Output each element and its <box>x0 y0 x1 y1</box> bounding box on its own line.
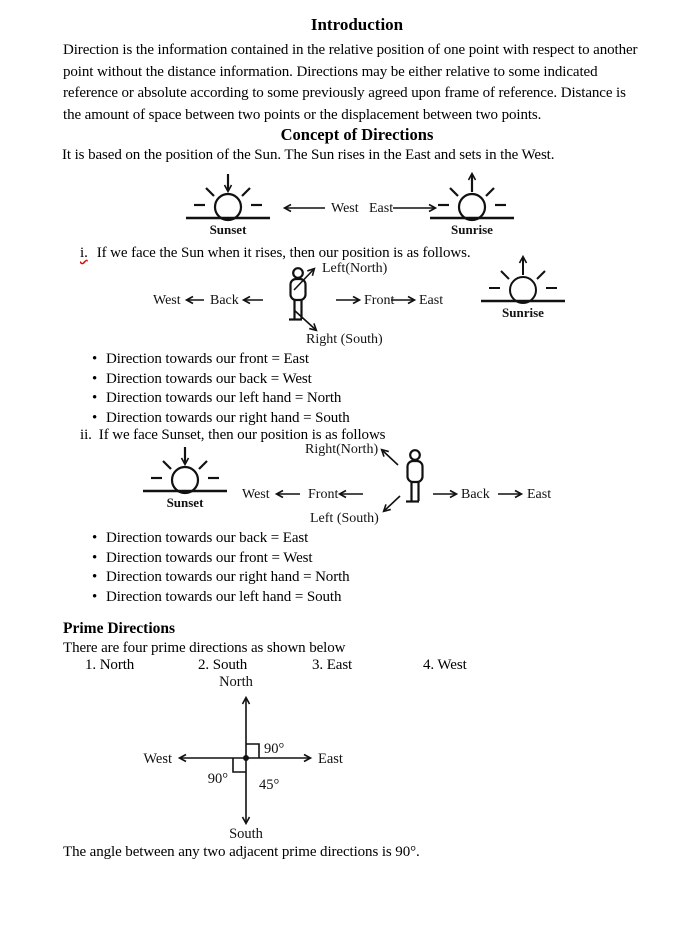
sun-direction-diagram <box>150 164 550 246</box>
case1-heading: If we face the Sun when it rises, then our position is as follows. <box>96 245 471 261</box>
west-label: West <box>242 487 270 502</box>
intro-line: reference or absolute according to some previously agreed upon frame of reference. Distance is <box>63 85 626 101</box>
sunrise-label: Sunrise <box>502 305 544 320</box>
prime-intro: There are four prime directions as shown below <box>63 640 346 656</box>
list-item: • Direction towards our right hand = North <box>92 568 350 588</box>
sunset-icon <box>143 447 227 493</box>
sunset-label: Sunset <box>166 495 204 510</box>
case1-bullet-list <box>92 350 350 429</box>
list-item: • Direction towards our back = West <box>92 370 350 390</box>
right-north-label: Right(North) <box>305 442 379 457</box>
case1-marker: i. <box>80 245 88 261</box>
compass-diagram <box>130 668 410 848</box>
list-item: • Direction towards our front = West <box>92 549 350 569</box>
angle-90-top-right: 90° <box>264 741 285 757</box>
right-north-arrow <box>382 450 398 465</box>
prime-heading: Prime Directions <box>63 620 176 637</box>
list-item: • Direction towards our right hand = South <box>92 409 350 429</box>
prime-item-south: 2. South <box>198 657 248 673</box>
compass-north-label: North <box>219 674 253 690</box>
angle-45: 45° <box>259 777 280 793</box>
concept-intro: It is based on the position of the Sun. The Sun rises in the East and sets in the West. <box>62 147 555 163</box>
compass-south-label: South <box>229 826 263 842</box>
intro-line: point without the distance information. Directions may be either relative to some indicated <box>63 63 598 80</box>
east-label: East <box>527 487 552 502</box>
list-item: • Direction towards our back = East <box>92 529 350 549</box>
case2-marker: ii. <box>80 427 92 443</box>
sunset-icon <box>186 174 270 220</box>
sunrise-label: Sunrise <box>451 222 493 237</box>
page-title: Introduction <box>310 15 404 34</box>
intro-line: Direction is the information contained in the relative position of one point with respect to another <box>63 42 638 58</box>
sunset-label: Sunset <box>209 222 247 237</box>
back-label: Back <box>461 487 490 502</box>
back-label: Back <box>210 293 239 308</box>
angle-90-bottom-left: 90° <box>207 771 228 787</box>
prime-item-east: 3. East <box>312 657 353 673</box>
face-sunrise-diagram <box>60 254 620 352</box>
front-label: Front <box>364 293 395 308</box>
intro-paragraph <box>63 40 637 126</box>
intro-line: the amount of space between two points or the displacement between two points. <box>63 106 542 123</box>
west-label: West <box>331 201 359 216</box>
compass-west-label: West <box>143 751 172 767</box>
east-label: East <box>369 201 394 216</box>
person-icon <box>406 450 423 501</box>
case2-heading: If we face Sunset, then our position is as follows <box>98 427 386 443</box>
compass-east-label: East <box>318 751 343 767</box>
sunrise-icon <box>430 174 514 220</box>
face-sunset-diagram <box>100 438 580 532</box>
angle-footer: The angle between any two adjacent prime directions is 90°. <box>63 844 420 860</box>
list-item: • Direction towards our left hand = North <box>92 389 350 409</box>
case2-bullet-list <box>92 529 350 608</box>
front-label: Front <box>308 487 339 502</box>
compass-center-dot <box>243 755 249 761</box>
person-icon <box>289 268 306 319</box>
prime-item-west: 4. West <box>423 657 467 673</box>
list-item: • Direction towards our left hand = South <box>92 588 350 608</box>
prime-item-north: 1. North <box>85 657 135 673</box>
sunrise-icon <box>481 257 565 303</box>
west-label: West <box>153 293 181 308</box>
list-item: • Direction towards our front = East <box>92 350 350 370</box>
left-north-label: Left(North) <box>322 261 388 276</box>
right-south-label: Right (South) <box>306 332 383 347</box>
left-south-label: Left (South) <box>310 511 379 526</box>
east-label: East <box>419 293 444 308</box>
concept-heading: Concept of Directions <box>280 125 434 144</box>
left-south-arrow <box>384 496 400 511</box>
